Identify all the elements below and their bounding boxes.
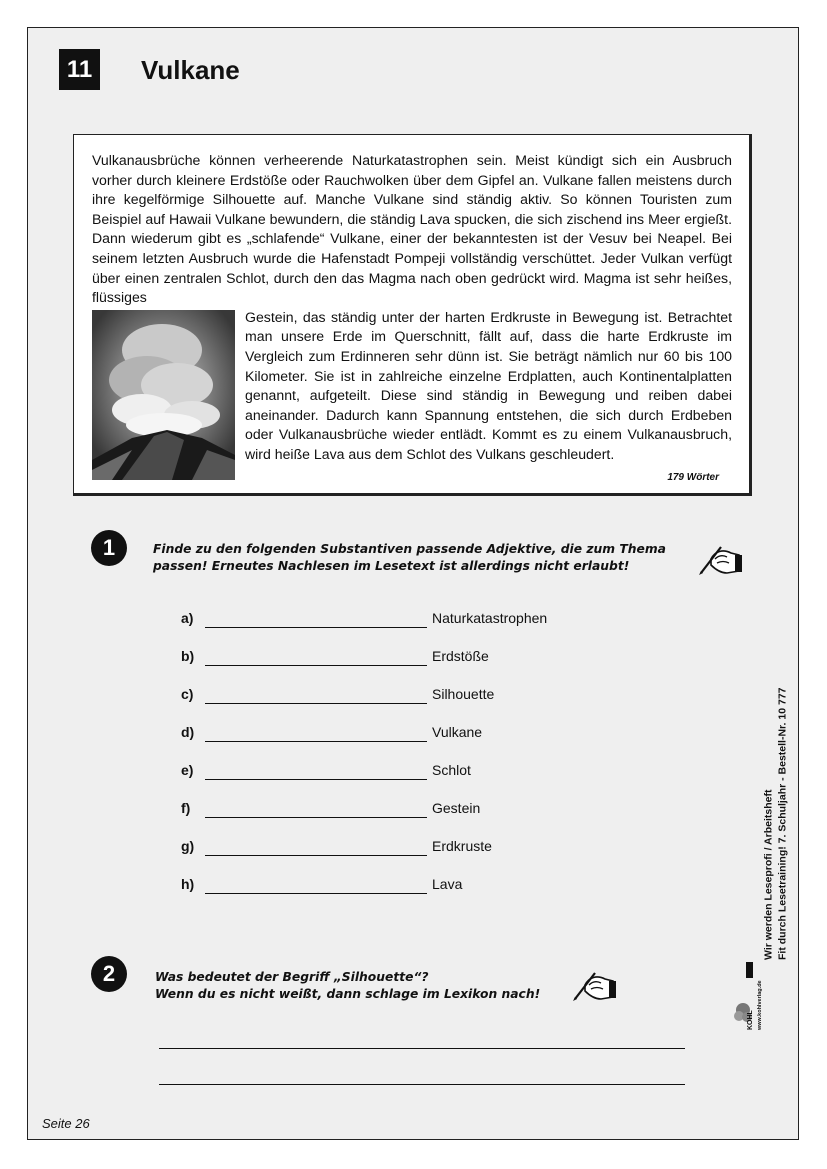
exercise-label: c) [181,686,194,702]
exercise-label: h) [181,876,195,892]
exercise-row-g [181,838,581,860]
answer-blank[interactable] [205,779,427,780]
exercise-label: d) [181,724,195,740]
answer-blank[interactable] [205,741,427,742]
reading-text [92,151,732,484]
writing-hand-icon [697,541,743,577]
task-1-instruction [153,541,666,574]
exercise-label: g) [181,838,195,854]
exercise-noun: Schlot [432,762,471,778]
exercise-row-c [181,686,581,708]
exercise-label: a) [181,610,194,626]
publication-info [736,646,816,960]
task-1-line-2: passen! Erneutes Nachlesen im Lesetext ist allerdings nicht erlaubt! [153,558,630,573]
answer-line-2[interactable] [159,1084,685,1085]
answer-line-1[interactable] [159,1048,685,1049]
exercise-row-e [181,762,581,784]
exercise-noun: Naturkatastrophen [432,610,548,626]
chapter-number: 11 [59,49,100,90]
page-title: Vulkane [141,55,240,85]
word-count: 179 Wörter [667,472,719,483]
volcano-eruption-image [92,310,235,480]
exercise-row-a [181,610,581,632]
page-number: Seite 26 [42,1116,90,1131]
task-2-instruction [155,969,540,1002]
exercise-noun: Gestein [432,800,481,816]
exercise-row-b [181,648,581,670]
exercise-noun: Silhouette [432,686,495,702]
answer-blank[interactable] [205,817,427,818]
exercise-label: b) [181,648,195,664]
answer-blank[interactable] [205,703,427,704]
exercise-noun: Vulkane [432,724,483,740]
exercise-row-f [181,800,581,822]
task-2-line-1: Was bedeutet der Begriff „Silhouette“? [155,970,429,984]
publisher-logo [733,962,771,1032]
exercise-noun: Lava [432,876,463,892]
reading-paragraph-top: Vulkanausbrüche können verheerende Naturkatastrophen sein. Meist kündigt sich ein Ausbruch vorher durch kleinere Erdstöße oder Rauchwolken über dem Gipfel an. Vulkane fallen meistens durch ihre kegelförmige Silhouette auf. Manche Vulkane sind ständig aktiv. So können Touristen zum Beispiel auf Hawaii Vulkane bewundern, die ständig Lava spucken, die sich zischend ins Meer ergießt. Dann wiederum gibt es „schlafende“ Vulkane, einer der bekanntesten ist der Vesuv bei Neapel. Bei seinem letzten Ausbruch wurde die Hafenstadt Pompeji vollständig verschüttet. Jeder Vulkan verfügt über einen zentralen Schlot, durch den das Magma nach oben gedrückt wird. Magma ist sehr heißes, flüssiges [92,152,732,306]
exercise-row-d [181,724,581,746]
exercise-noun: Erdstöße [432,648,489,664]
task-1-number: 1 [91,530,127,566]
publisher-logo-text: KOHL [747,1010,754,1030]
publication-line-2: Fit durch Lesetraining! 7. Schuljahr - Bestell-Nr. 10 777 [776,687,788,960]
reading-text-box [73,134,752,496]
task-2-number: 2 [91,956,127,992]
exercise-label: e) [181,762,194,778]
exercise-label: f) [181,800,191,816]
task-2-line-2: Wenn du es nicht weißt, dann schlage im Lexikon nach! [155,986,541,1001]
publisher-url: www.kohlverlag.de [757,980,763,1030]
exercise-row-h [181,876,581,898]
answer-blank[interactable] [205,855,427,856]
exercise-noun: Erdkruste [432,838,492,854]
publication-line-1: Wir werden Leseprofi / Arbeitsheft [762,789,775,960]
answer-blank[interactable] [205,665,427,666]
reading-paragraph-rest: Gestein, das ständig unter der harten Erdkruste in Bewegung ist. Betrachtet man unsere Erde im Querschnitt, fällt auf, dass die harte Erdkruste im Vergleich zum Erdinneren sehr dünn ist. Sie beträgt nämlich nur 60 bis 100 Kilometer. Sie ist in zahlreiche einzelne Erdplatten, auch Kontinentalplatten genannt, aufgeteilt. Diese sind ständig in Bewegung und reiben dabei aneinander. Dadurch kann Spannung entstehen, die sich durch Erdbeben oder Vulkanausbrüche wieder entlädt. Kommt es zu einem Vulkanausbruch, wird heiße Lava aus dem Schlot des Vulkans geschleudert. [245,308,732,462]
answer-blank[interactable] [205,627,427,628]
task-1-line-1: Finde zu den folgenden Substantiven passende Adjektive, die zum Thema [153,542,666,556]
answer-blank[interactable] [205,893,427,894]
writing-hand-icon [571,967,617,1003]
